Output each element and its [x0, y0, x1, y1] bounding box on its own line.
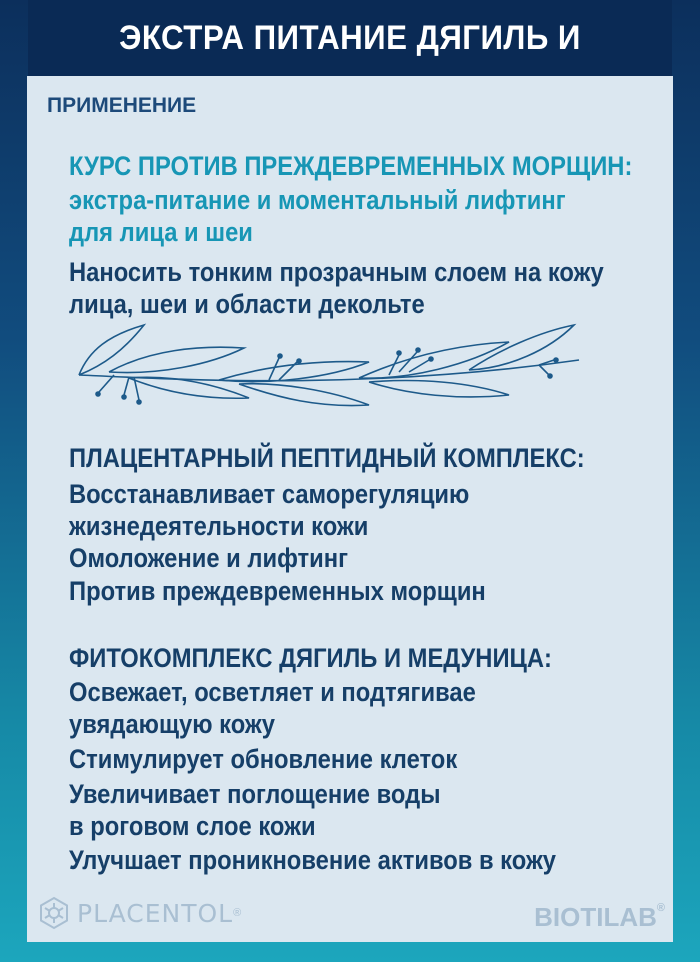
biotilab-logo [534, 902, 665, 933]
phyto-line-5: в роговом слое кожи [69, 811, 316, 841]
phyto-heading: ФИТОКОМПЛЕКС ДЯГИЛЬ И МЕДУНИЦА: [69, 643, 552, 673]
placentol-logo [37, 896, 241, 930]
placental-line-2: жизнедеятельности кожи [69, 511, 369, 541]
placentol-wordmark: PLACENTOL [77, 898, 234, 928]
course-heading: КУРС ПРОТИВ ПРЕЖДЕВРЕМЕННЫХ МОРЩИН: [69, 151, 633, 181]
registered-mark: ® [233, 907, 242, 919]
placental-heading: ПЛАЦЕНТАРНЫЙ ПЕПТИДНЫЙ КОМПЛЕКС: [69, 443, 585, 473]
biotilab-wordmark: BIOTILAB [534, 902, 657, 932]
placental-line-4: Против преждевременных морщин [69, 576, 486, 606]
phyto-line-2: увядающую кожу [69, 709, 275, 739]
page-title: ЭКСТРА ПИТАНИЕ ДЯГИЛЬ И [28, 0, 672, 76]
content-panel [27, 76, 673, 942]
phyto-line-6: Улучшает проникновение активов в кожу [69, 845, 557, 875]
hexagon-logo-icon [37, 896, 71, 930]
course-subline-2: для лица и шеи [69, 217, 253, 247]
branch-illustration-icon [69, 320, 589, 420]
phyto-line-4: Увеличивает поглощение воды [69, 779, 441, 809]
placental-line-1: Восстанавливает саморегуляцию [69, 479, 470, 509]
phyto-line-1: Освежает, осветляет и подтягивае [69, 677, 476, 707]
placental-line-3: Омоложение и лифтинг [69, 543, 349, 573]
course-subline-1: экстра-питание и моментальный лифтинг [69, 185, 566, 215]
registered-mark-2: ® [656, 902, 665, 914]
course-usage-2: лица, шеи и области декольте [69, 289, 425, 319]
phyto-line-3: Стимулирует обновление клеток [69, 744, 458, 774]
course-usage-1: Наносить тонким прозрачным слоем на кожу [69, 257, 604, 287]
section-label: ПРИМЕНЕНИЕ [47, 94, 197, 117]
